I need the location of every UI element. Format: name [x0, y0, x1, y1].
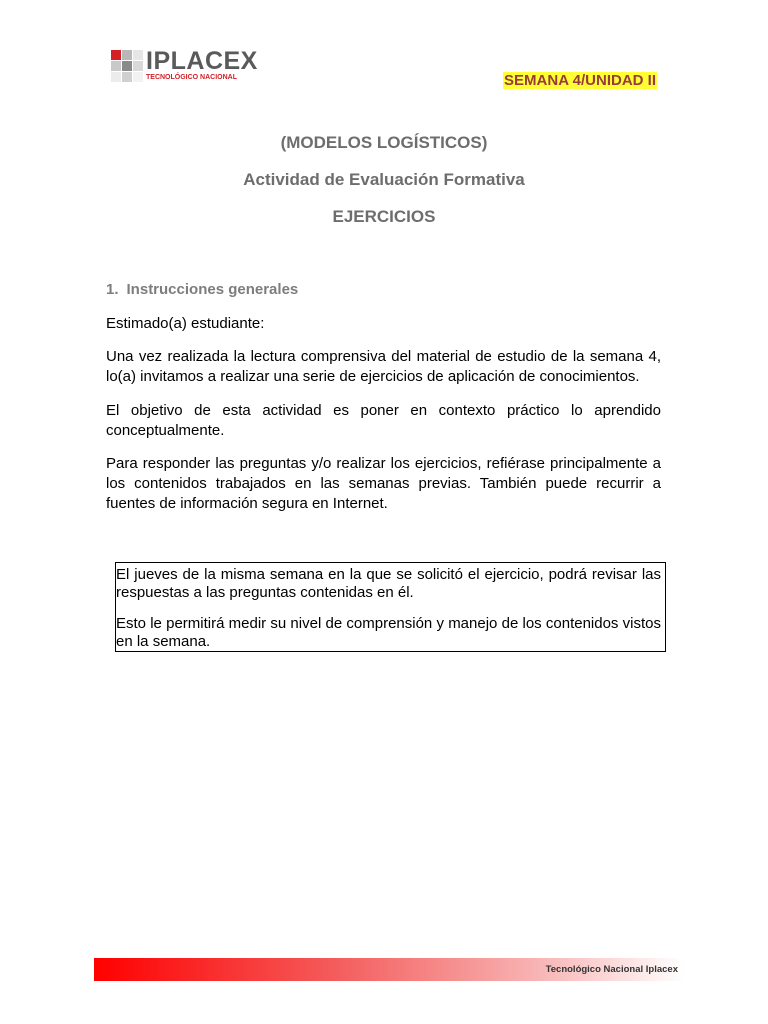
logo-mark-icon	[111, 50, 143, 82]
logo-subtext: TECNOLÓGICO NACIONAL	[146, 74, 237, 81]
section-heading	[106, 281, 298, 298]
intro-paragraph: Una vez realizada la lectura comprensiva del material de estudio de la semana 4, lo(a) invitamos a realizar una serie de ejercicios de aplicación de conocimientos.	[106, 348, 661, 385]
footer-text: Tecnológico Nacional Iplacex	[545, 964, 678, 975]
section-number: 1.	[106, 281, 119, 298]
instructions-paragraph: Para responder las preguntas y/o realizar los ejercicios, refiérase principalmente a los contenidos trabajados en las semanas previas. También puede recurrir a fuentes de información segura en Internet.	[106, 455, 661, 512]
greeting-paragraph: Estimado(a) estudiante:	[106, 315, 265, 332]
notice-box	[115, 562, 666, 652]
section-heading-text: Instrucciones generales	[126, 281, 299, 298]
notice-paragraph-2: Esto le permitirá medir su nivel de comprensión y manejo de los contenidos vistos en la semana.	[116, 615, 661, 650]
week-label: SEMANA 4/UNIDAD II	[504, 72, 656, 89]
course-title: (MODELOS LOGÍSTICOS)	[280, 133, 488, 152]
iplacex-logo	[111, 47, 261, 84]
logo-text: IPLACEX	[146, 47, 258, 75]
objective-paragraph: El objetivo de esta actividad es poner en contexto práctico lo aprendido conceptualmente.	[106, 402, 661, 439]
activity-title: Actividad de Evaluación Formativa	[243, 170, 525, 189]
notice-paragraph-1: El jueves de la misma semana en la que se solicitó el ejercicio, podrá revisar las respuestas a las preguntas contenidas en él.	[116, 566, 661, 601]
exercises-title: EJERCICIOS	[332, 207, 436, 226]
